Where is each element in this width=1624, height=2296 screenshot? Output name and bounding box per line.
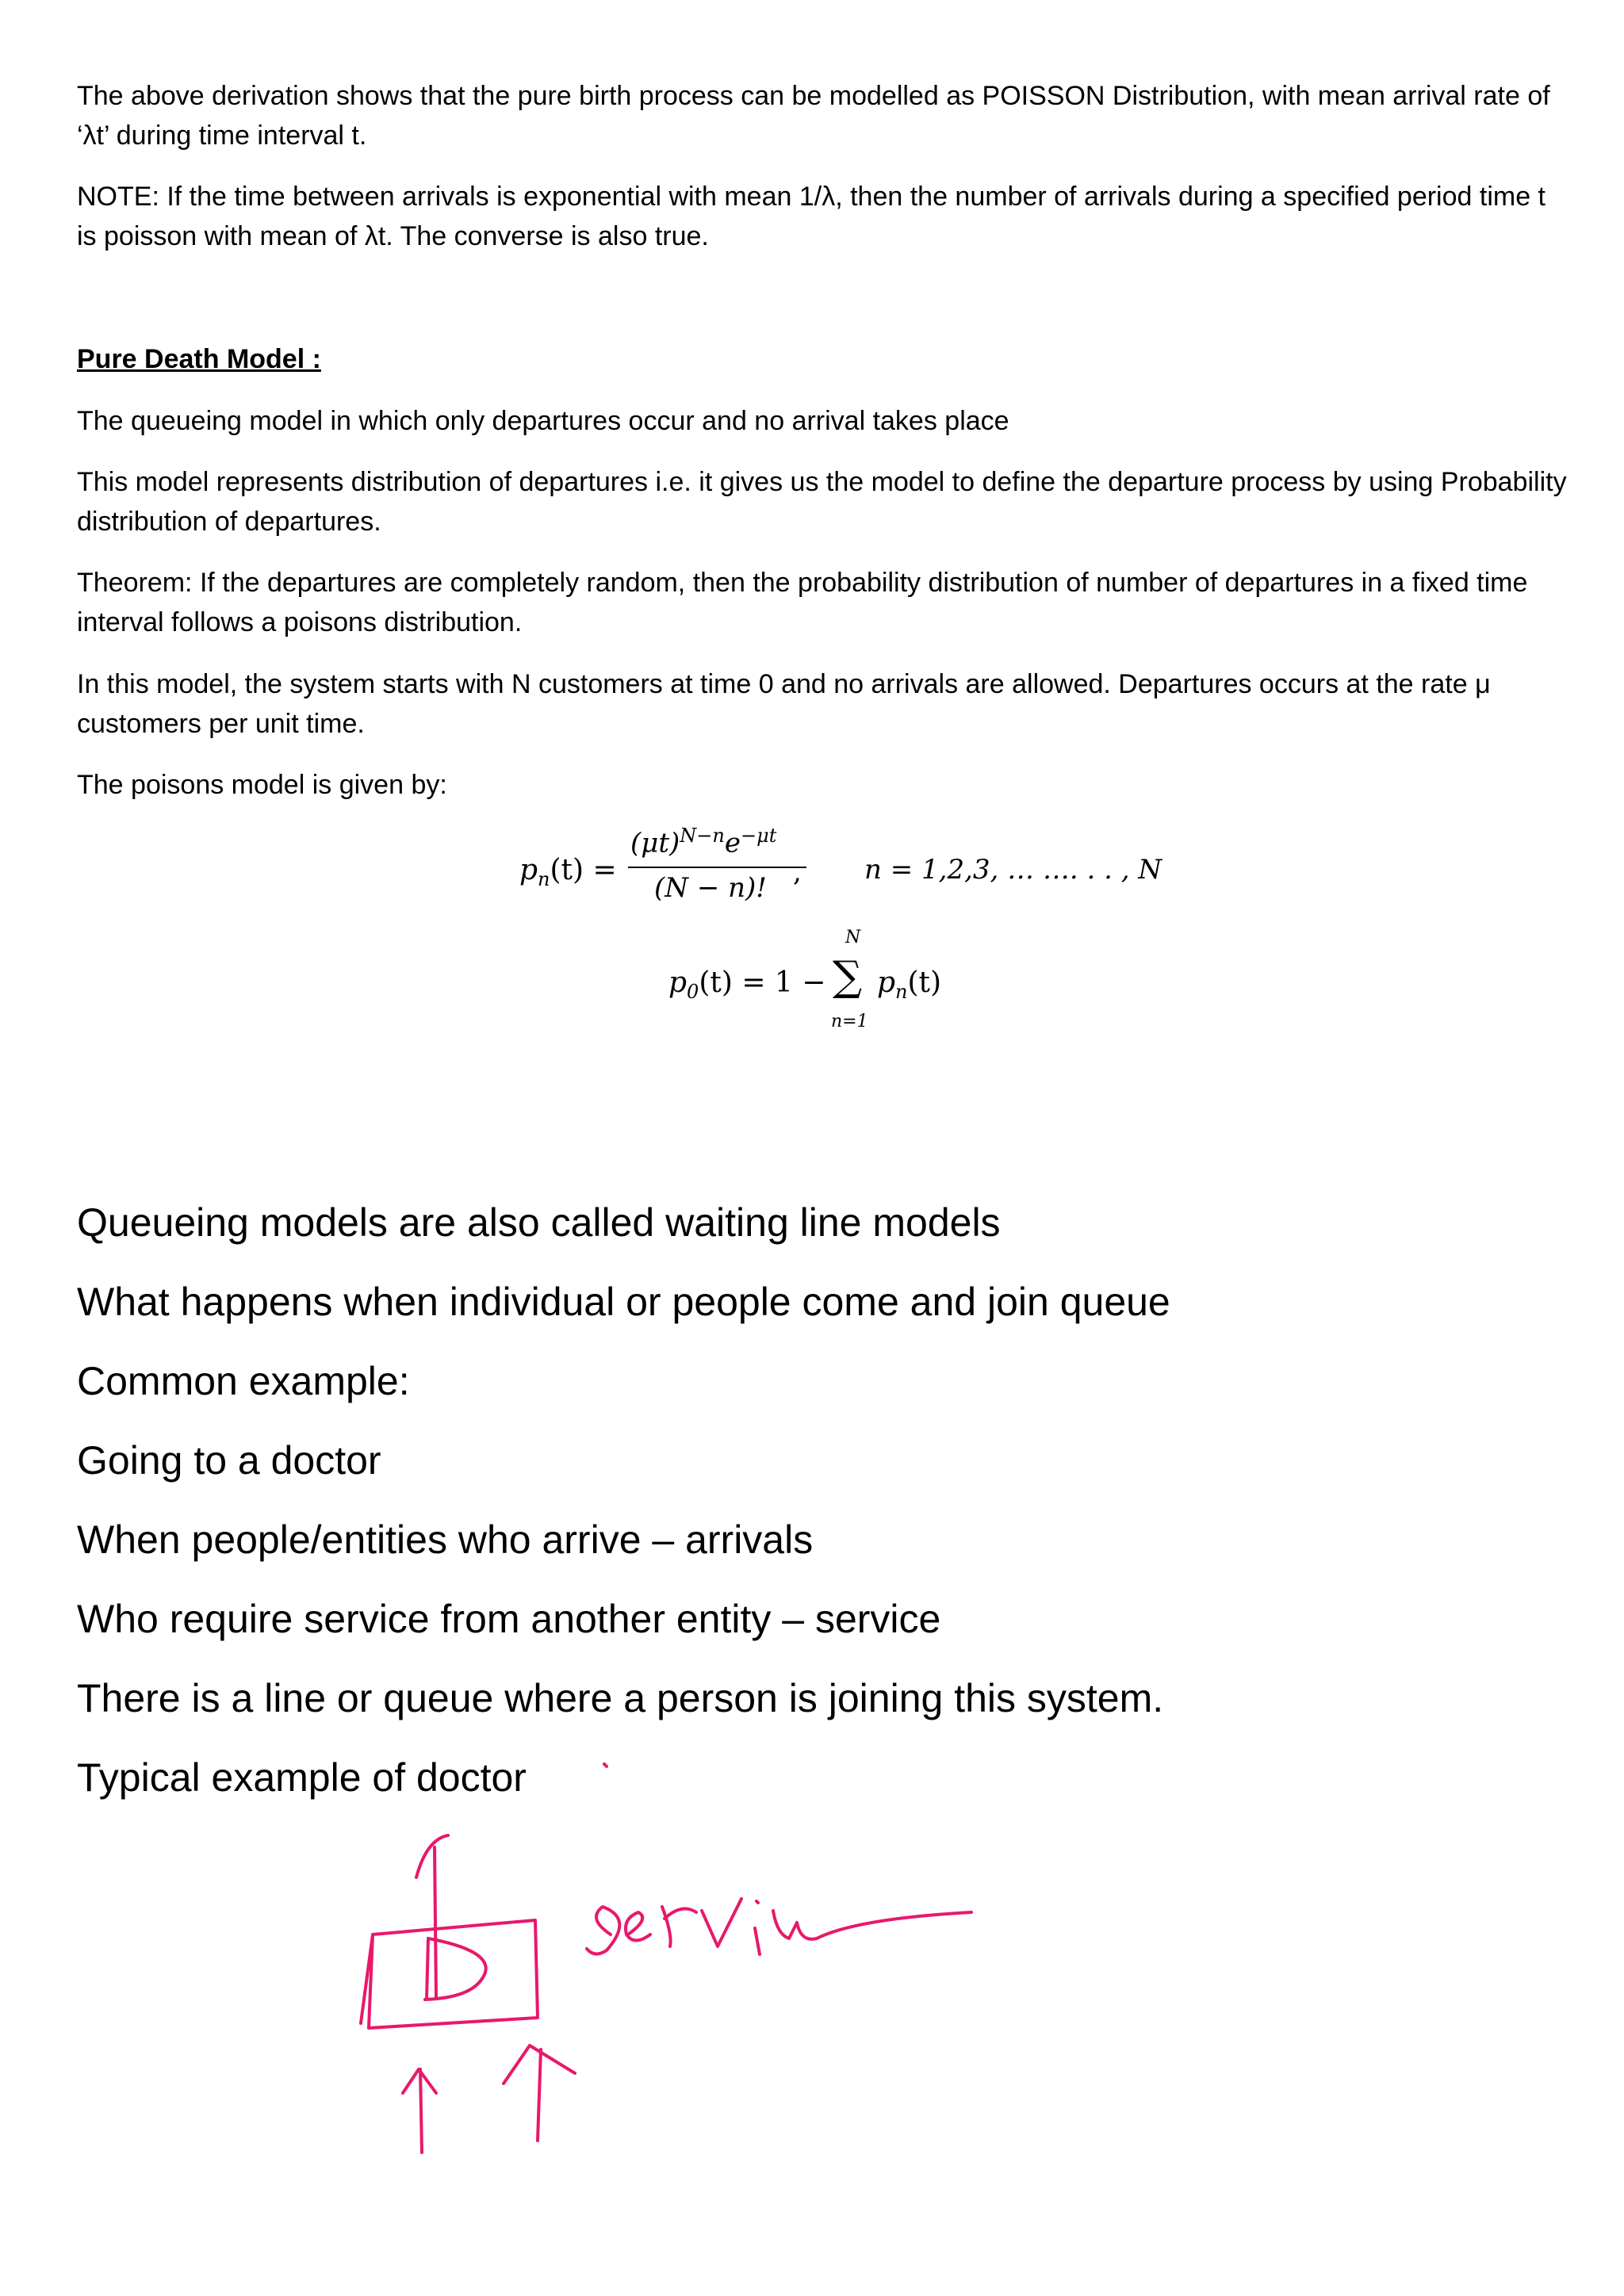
formula1-comma: , [793,856,802,888]
arrow-up-right-icon [504,2045,575,2141]
note-line-6: Who require service from another entity – service [77,1597,941,1641]
section-heading-pure-death-model: Pure Death Model : [77,344,321,374]
formula1-numerator: $(\mu t)^{N-n}e^{-\mu t}$ [630,825,777,859]
formula2-term: $p_n(t)$ [877,966,942,1004]
arrow-up-top-icon [416,1835,448,1998]
ink-dot [604,1764,607,1766]
formula2-sum-lower: n=1 [831,1012,868,1031]
note-line-7: There is a line or queue where a person is joining this system. [77,1676,1164,1720]
note-line-2: What happens when individual or people come and join queue [77,1280,1170,1324]
formula2-sum-upper: N [845,928,861,947]
formula1-denominator: (N − n)! [654,872,767,904]
paragraph-note: NOTE: If the time between arrivals is exponential with mean 1/λ, then the number of arrivals during a specified period time t is poisson with mean of λt. The converse is also true. [77,182,1546,251]
handwritten-word-servic [587,1899,971,1954]
formula2-lhs: $p_0(t) = 1$ − [668,966,826,1004]
note-line-5: When people/entities who arrive – arrivals [77,1517,814,1562]
paragraph-model-description: In this model, the system starts with N customers at time 0 and no arrivals are allowed. Departures occurs at the rate μ customers per unit time. [77,669,1491,739]
note-line-3: Common example: [77,1359,410,1403]
paragraph-definition: The queueing model in which only departures occur and no arrival takes place [77,406,1009,436]
note-line-1: Queueing models are also called waiting line models [77,1200,1001,1245]
arrow-up-left-icon [403,2069,436,2152]
paragraph-poisson-intro: The poisons model is given by: [77,770,447,800]
formula2-sum-symbol: ∑ [833,953,863,1001]
note-line-8: Typical example of doctor [77,1755,527,1800]
paragraph-derivation: The above derivation shows that the pure birth process can be modelled as POISSON Distribution, with mean arrival rate of ‘λt’ during time interval t. [77,81,1550,151]
paragraph-distribution: This model represents distribution of departures i.e. it gives us the model to define the departure process by using Probability distribution of departures. [77,467,1567,537]
server-box [361,1920,538,2028]
paragraph-theorem: Theorem: If the departures are completely random, then the probability distribution of number of departures in a fixed time interval follows a poisons distribution. [77,568,1528,637]
formula1-range: n = 1,2,3, … …. . . , N [864,854,1162,886]
note-line-4: Going to a doctor [77,1438,381,1483]
formula1-lhs: $p_n(t)$ = [519,854,617,891]
